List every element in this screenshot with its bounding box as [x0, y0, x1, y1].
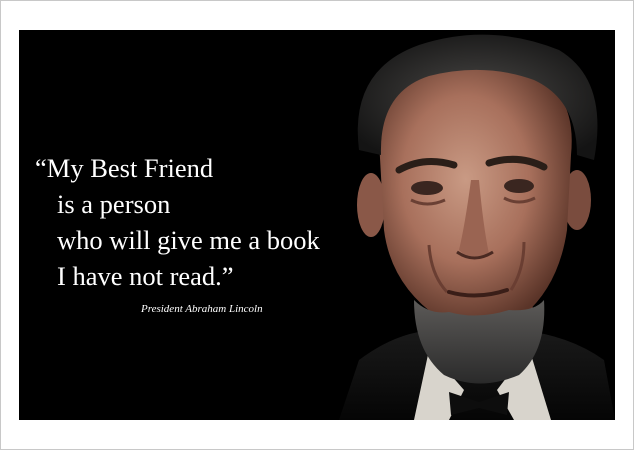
- quote-attribution: President Abraham Lincoln: [141, 303, 263, 315]
- quote-line: I have not read.”: [57, 261, 234, 291]
- quote-line: “My Best Friend: [35, 153, 214, 183]
- lincoln-portrait: [319, 30, 615, 420]
- quote-text: [35, 150, 320, 294]
- quote-poster: [19, 30, 615, 420]
- quote-line: is a person: [57, 189, 171, 219]
- quote-line: who will give me a book: [57, 225, 320, 255]
